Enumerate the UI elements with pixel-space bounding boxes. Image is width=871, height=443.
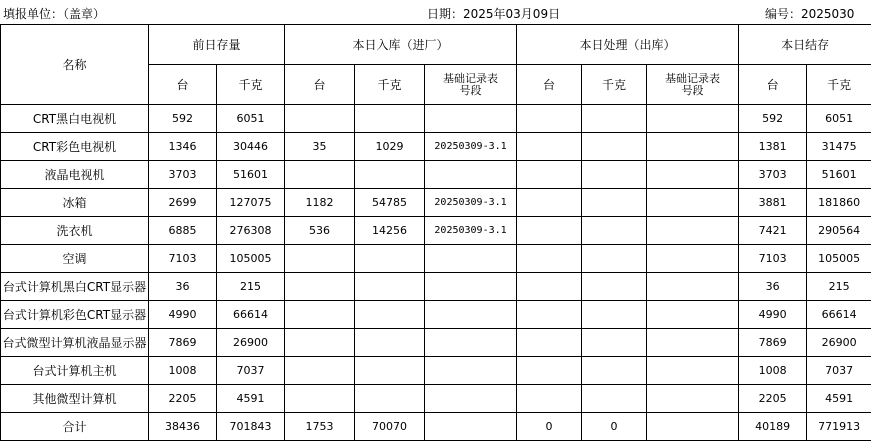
cell-bal-kg: 105005	[807, 245, 871, 273]
cell-bal-kg: 4591	[807, 385, 871, 413]
cell-bal-tai: 3881	[739, 189, 807, 217]
cell-out-seg	[647, 189, 739, 217]
report-number: 编号：2025030	[765, 7, 855, 21]
cell-bal-tai: 7869	[739, 329, 807, 357]
cell-out-seg	[647, 301, 739, 329]
cell-in-tai: 1182	[285, 189, 355, 217]
cell-out-tai: 0	[517, 413, 582, 441]
cell-in-tai	[285, 161, 355, 189]
cell-in-seg	[425, 273, 517, 301]
cell-bal-kg: 181860	[807, 189, 871, 217]
cell-in-kg	[355, 329, 425, 357]
cell-prev-tai: 36	[149, 273, 217, 301]
prev-kg-header: 千克	[217, 65, 285, 105]
cell-prev-kg: 4591	[217, 385, 285, 413]
cell-out-kg	[582, 217, 647, 245]
table-row	[1, 217, 871, 245]
cell-prev-kg: 127075	[217, 189, 285, 217]
cell-out-tai	[517, 329, 582, 357]
cell-bal-kg: 290564	[807, 217, 871, 245]
cell-in-seg	[425, 329, 517, 357]
cell-out-kg	[582, 273, 647, 301]
cell-out-tai	[517, 105, 582, 133]
cell-in-kg: 70070	[355, 413, 425, 441]
cell-in-seg	[425, 413, 517, 441]
cell-out-kg	[582, 301, 647, 329]
cell-bal-kg: 31475	[807, 133, 871, 161]
cell-prev-kg: 215	[217, 273, 285, 301]
cell-out-tai	[517, 189, 582, 217]
cell-bal-tai: 2205	[739, 385, 807, 413]
cell-bal-tai: 40189	[739, 413, 807, 441]
cell-prev-tai: 1008	[149, 357, 217, 385]
in-seg-header: 基础记录表号段	[425, 65, 517, 105]
cell-prev-tai: 2699	[149, 189, 217, 217]
cell-in-seg: 20250309-3.1	[425, 189, 517, 217]
cell-prev-tai: 7103	[149, 245, 217, 273]
cell-out-seg	[647, 385, 739, 413]
cell-out-tai	[517, 161, 582, 189]
cell-in-seg	[425, 301, 517, 329]
cell-prev-kg: 701843	[217, 413, 285, 441]
out-kg-header: 千克	[582, 65, 647, 105]
cell-bal-kg: 771913	[807, 413, 871, 441]
cell-name: CRT彩色电视机	[1, 133, 149, 161]
cell-bal-tai: 36	[739, 273, 807, 301]
cell-in-tai	[285, 385, 355, 413]
cell-out-kg	[582, 245, 647, 273]
cell-in-tai	[285, 357, 355, 385]
cell-in-kg	[355, 273, 425, 301]
cell-out-kg: 0	[582, 413, 647, 441]
cell-in-tai: 1753	[285, 413, 355, 441]
cell-out-kg	[582, 133, 647, 161]
cell-name: 其他微型计算机	[1, 385, 149, 413]
cell-name: 台式计算机主机	[1, 357, 149, 385]
cell-in-tai: 536	[285, 217, 355, 245]
cell-out-tai	[517, 357, 582, 385]
cell-in-kg: 54785	[355, 189, 425, 217]
cell-out-kg	[582, 161, 647, 189]
cell-in-tai: 35	[285, 133, 355, 161]
cell-bal-tai: 3703	[739, 161, 807, 189]
cell-in-tai	[285, 273, 355, 301]
cell-bal-tai: 592	[739, 105, 807, 133]
group-prev-stock: 前日存量	[149, 25, 285, 65]
cell-prev-kg: 26900	[217, 329, 285, 357]
cell-out-tai	[517, 133, 582, 161]
cell-bal-tai: 7103	[739, 245, 807, 273]
cell-bal-kg: 26900	[807, 329, 871, 357]
cell-prev-kg: 7037	[217, 357, 285, 385]
cell-bal-kg: 6051	[807, 105, 871, 133]
cell-in-seg: 20250309-3.1	[425, 133, 517, 161]
cell-in-seg	[425, 245, 517, 273]
in-kg-header: 千克	[355, 65, 425, 105]
cell-out-kg	[582, 385, 647, 413]
cell-prev-kg: 6051	[217, 105, 285, 133]
cell-in-tai	[285, 301, 355, 329]
cell-prev-tai: 7869	[149, 329, 217, 357]
table-row	[1, 329, 871, 357]
cell-prev-tai: 3703	[149, 161, 217, 189]
cell-in-seg	[425, 385, 517, 413]
cell-prev-tai: 4990	[149, 301, 217, 329]
fill-unit-label: 填报单位：（盖章）	[3, 7, 106, 21]
table-row	[1, 161, 871, 189]
cell-prev-tai: 2205	[149, 385, 217, 413]
cell-bal-tai: 4990	[739, 301, 807, 329]
cell-in-kg	[355, 385, 425, 413]
cell-in-seg	[425, 105, 517, 133]
cell-prev-tai: 6885	[149, 217, 217, 245]
cell-name: 冰箱	[1, 189, 149, 217]
group-inbound: 本日入库（进厂）	[285, 25, 517, 65]
cell-bal-tai: 1008	[739, 357, 807, 385]
in-tai-header: 台	[285, 65, 355, 105]
inventory-table	[0, 24, 871, 441]
cell-name: CRT黑白电视机	[1, 105, 149, 133]
bal-tai-header: 台	[739, 65, 807, 105]
cell-prev-kg: 105005	[217, 245, 285, 273]
bal-kg-header: 千克	[807, 65, 871, 105]
cell-bal-kg: 51601	[807, 161, 871, 189]
table-row	[1, 189, 871, 217]
cell-name: 洗衣机	[1, 217, 149, 245]
report-date: 日期：2025年03月09日	[427, 7, 561, 21]
cell-name: 空调	[1, 245, 149, 273]
cell-out-seg	[647, 245, 739, 273]
cell-name: 台式微型计算机液晶显示器	[1, 329, 149, 357]
table-row	[1, 245, 871, 273]
cell-in-kg	[355, 161, 425, 189]
cell-in-tai	[285, 105, 355, 133]
cell-prev-kg: 30446	[217, 133, 285, 161]
cell-in-seg	[425, 161, 517, 189]
cell-out-seg	[647, 413, 739, 441]
cell-in-kg: 14256	[355, 217, 425, 245]
cell-out-tai	[517, 217, 582, 245]
table-row	[1, 385, 871, 413]
report-header	[0, 0, 871, 25]
cell-out-tai	[517, 385, 582, 413]
col-name-header: 名称	[1, 25, 149, 105]
cell-in-kg: 1029	[355, 133, 425, 161]
cell-in-kg	[355, 245, 425, 273]
cell-out-tai	[517, 301, 582, 329]
cell-bal-kg: 215	[807, 273, 871, 301]
cell-in-tai	[285, 245, 355, 273]
cell-out-seg	[647, 161, 739, 189]
cell-in-tai	[285, 329, 355, 357]
table-row	[1, 301, 871, 329]
table-row	[1, 357, 871, 385]
prev-tai-header: 台	[149, 65, 217, 105]
cell-out-seg	[647, 133, 739, 161]
cell-out-kg	[582, 357, 647, 385]
out-seg-header: 基础记录表号段	[647, 65, 739, 105]
cell-out-seg	[647, 357, 739, 385]
cell-prev-kg: 276308	[217, 217, 285, 245]
cell-out-tai	[517, 245, 582, 273]
table-row	[1, 413, 871, 441]
group-processed: 本日处理（出库）	[517, 25, 739, 65]
cell-out-seg	[647, 329, 739, 357]
cell-out-seg	[647, 105, 739, 133]
cell-bal-kg: 66614	[807, 301, 871, 329]
cell-out-kg	[582, 105, 647, 133]
cell-name: 台式计算机黑白CRT显示器	[1, 273, 149, 301]
cell-in-kg	[355, 357, 425, 385]
out-tai-header: 台	[517, 65, 582, 105]
cell-name: 台式计算机彩色CRT显示器	[1, 301, 149, 329]
cell-bal-kg: 7037	[807, 357, 871, 385]
cell-prev-tai: 592	[149, 105, 217, 133]
cell-out-seg	[647, 273, 739, 301]
cell-name: 液晶电视机	[1, 161, 149, 189]
cell-bal-tai: 1381	[739, 133, 807, 161]
cell-prev-kg: 66614	[217, 301, 285, 329]
cell-prev-tai: 1346	[149, 133, 217, 161]
cell-in-kg	[355, 105, 425, 133]
cell-prev-tai: 38436	[149, 413, 217, 441]
cell-out-kg	[582, 189, 647, 217]
cell-out-kg	[582, 329, 647, 357]
table-row	[1, 105, 871, 133]
cell-name: 合计	[1, 413, 149, 441]
cell-prev-kg: 51601	[217, 161, 285, 189]
table-row	[1, 133, 871, 161]
cell-in-seg: 20250309-3.1	[425, 217, 517, 245]
cell-out-tai	[517, 273, 582, 301]
cell-in-kg	[355, 301, 425, 329]
table-row	[1, 273, 871, 301]
cell-out-seg	[647, 217, 739, 245]
cell-in-seg	[425, 357, 517, 385]
cell-bal-tai: 7421	[739, 217, 807, 245]
group-balance: 本日结存	[739, 25, 871, 65]
